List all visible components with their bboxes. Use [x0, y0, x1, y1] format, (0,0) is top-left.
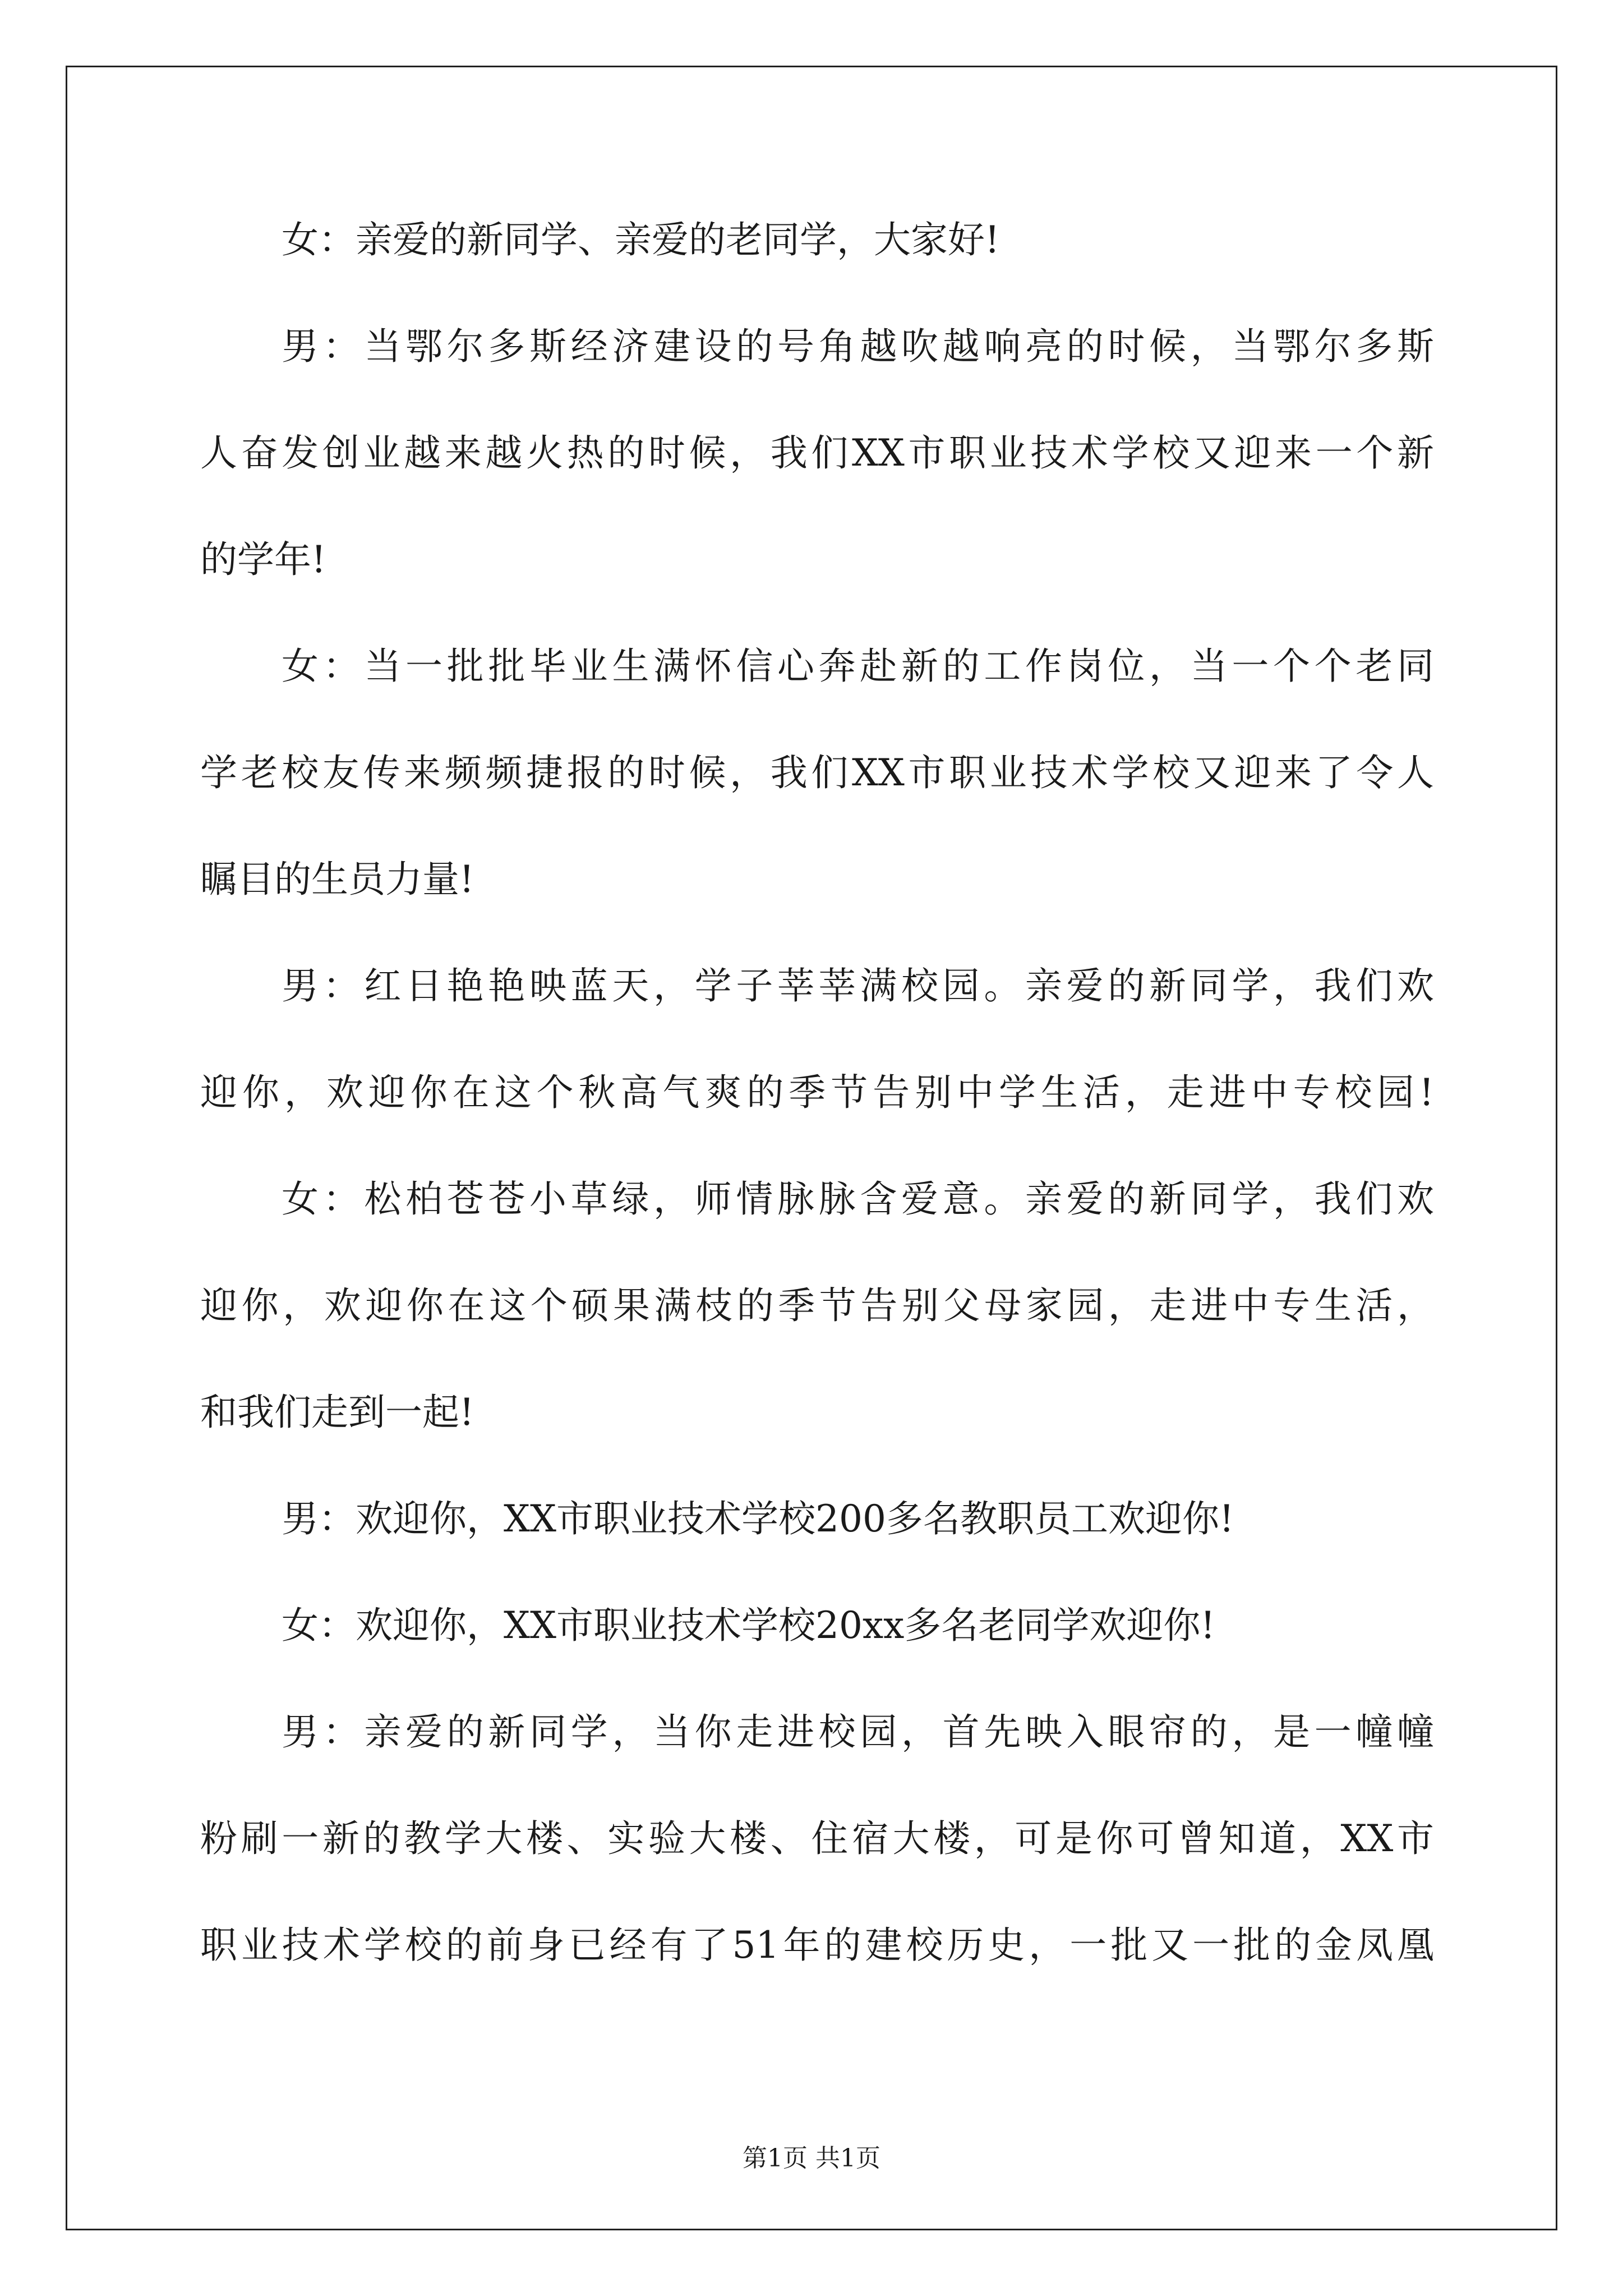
document-body [200, 213, 1434, 2025]
text-line: 瞩目的生员力量! [200, 858, 474, 901]
text-line: 男：红日艳艳映蓝天，学子莘莘满校园。亲爱的新同学，我们欢 [282, 964, 1434, 1007]
text-line: 粉刷一新的教学大楼、实验大楼、住宿大楼，可是你可曾知道，XX市 [200, 1817, 1434, 1860]
text-line: 男：欢迎你，XX市职业技术学校200多名教职员工欢迎你! [282, 1497, 1234, 1540]
text-line: 迎你，欢迎你在这个秋高气爽的季节告别中学生活，走进中专校园! [200, 1071, 1434, 1114]
text-line: 男：亲爱的新同学，当你走进校园，首先映入眼帘的，是一幢幢 [282, 1710, 1434, 1754]
text-line: 的学年! [200, 538, 326, 581]
page-footer: 第1页 共1页 [743, 2144, 880, 2173]
text-line: 迎你，欢迎你在这个硕果满枝的季节告别父母家园，走进中专生活， [200, 1284, 1434, 1327]
text-line: 男：当鄂尔多斯经济建设的号角越吹越响亮的时候，当鄂尔多斯 [282, 325, 1434, 368]
text-line: 女：松柏苍苍小草绿，师情脉脉含爱意。亲爱的新同学，我们欢 [282, 1177, 1434, 1221]
text-line: 和我们走到一起! [200, 1391, 474, 1434]
text-line: 女：亲爱的新同学、亲爱的老同学，大家好! [282, 218, 1000, 261]
text-line: 女：欢迎你，XX市职业技术学校20xx多名老同学欢迎你! [282, 1604, 1215, 1647]
text-line: 学老校友传来频频捷报的时候，我们XX市职业技术学校又迎来了令人 [200, 751, 1434, 794]
text-line: 女：当一批批毕业生满怀信心奔赴新的工作岗位，当一个个老同 [282, 645, 1434, 688]
text-line: 职业技术学校的前身已经有了51年的建校历史，一批又一批的金凤凰 [200, 1924, 1434, 1967]
text-line: 人奋发创业越来越火热的时候，我们XX市职业技术学校又迎来一个新 [200, 431, 1434, 475]
